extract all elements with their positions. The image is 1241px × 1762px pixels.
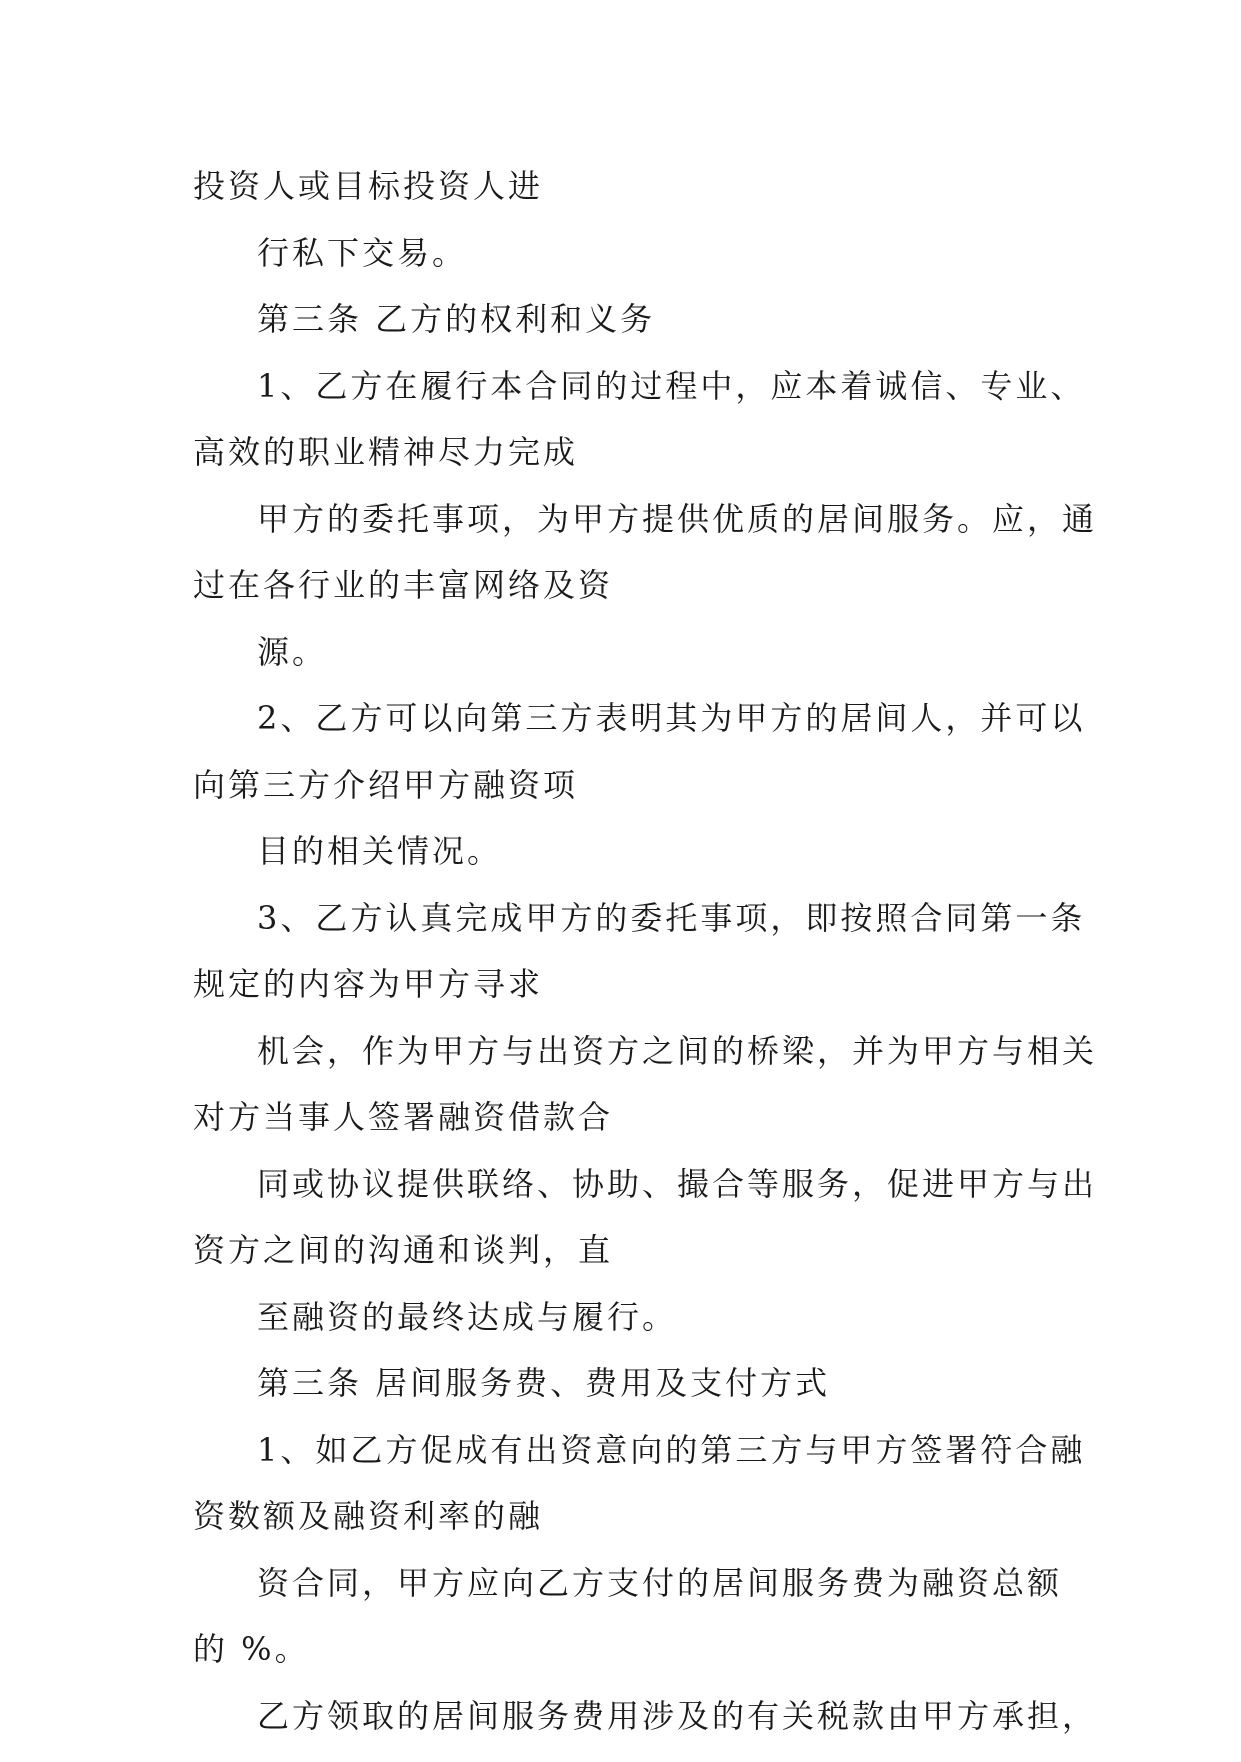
text-line: 同或协议提供联络、协助、撮合等服务，促进甲方与出 (193, 1164, 1073, 1231)
document-body (193, 166, 1073, 1762)
text-line: 规定的内容为甲方寻求 (193, 964, 1073, 1031)
text-line: 资数额及融资利率的融 (193, 1496, 1073, 1563)
text-line: 第三条 乙方的权利和义务 (193, 299, 1073, 366)
text-line: 乙方领取的居间服务费用涉及的有关税款由甲方承担， (193, 1696, 1073, 1762)
text-line: 2、乙方可以向第三方表明其为甲方的居间人，并可以 (193, 698, 1073, 765)
text-line: 至融资的最终达成与履行。 (193, 1297, 1073, 1364)
text-line: 过在各行业的丰富网络及资 (193, 565, 1073, 632)
text-line: 第三条 居间服务费、费用及支付方式 (193, 1363, 1073, 1430)
text-line: 1、如乙方促成有出资意向的第三方与甲方签署符合融 (193, 1430, 1073, 1497)
text-line: 1、乙方在履行本合同的过程中，应本着诚信、专业、 (193, 366, 1073, 433)
text-line: 源。 (193, 632, 1073, 699)
text-line: 对方当事人签署融资借款合 (193, 1097, 1073, 1164)
text-line: 行私下交易。 (193, 233, 1073, 300)
text-line: 资方之间的沟通和谈判，直 (193, 1230, 1073, 1297)
text-line: 高效的职业精神尽力完成 (193, 432, 1073, 499)
text-line: 机会，作为甲方与出资方之间的桥梁，并为甲方与相关 (193, 1031, 1073, 1098)
text-line: 目的相关情况。 (193, 831, 1073, 898)
text-line: 向第三方介绍甲方融资项 (193, 765, 1073, 832)
text-line: 甲方的委托事项，为甲方提供优质的居间服务。应，通 (193, 499, 1073, 566)
text-line: 投资人或目标投资人进 (193, 166, 1073, 233)
text-line: 3、乙方认真完成甲方的委托事项，即按照合同第一条 (193, 898, 1073, 965)
text-line: 的 %。 (193, 1629, 1073, 1696)
text-line: 资合同，甲方应向乙方支付的居间服务费为融资总额 (193, 1563, 1073, 1630)
